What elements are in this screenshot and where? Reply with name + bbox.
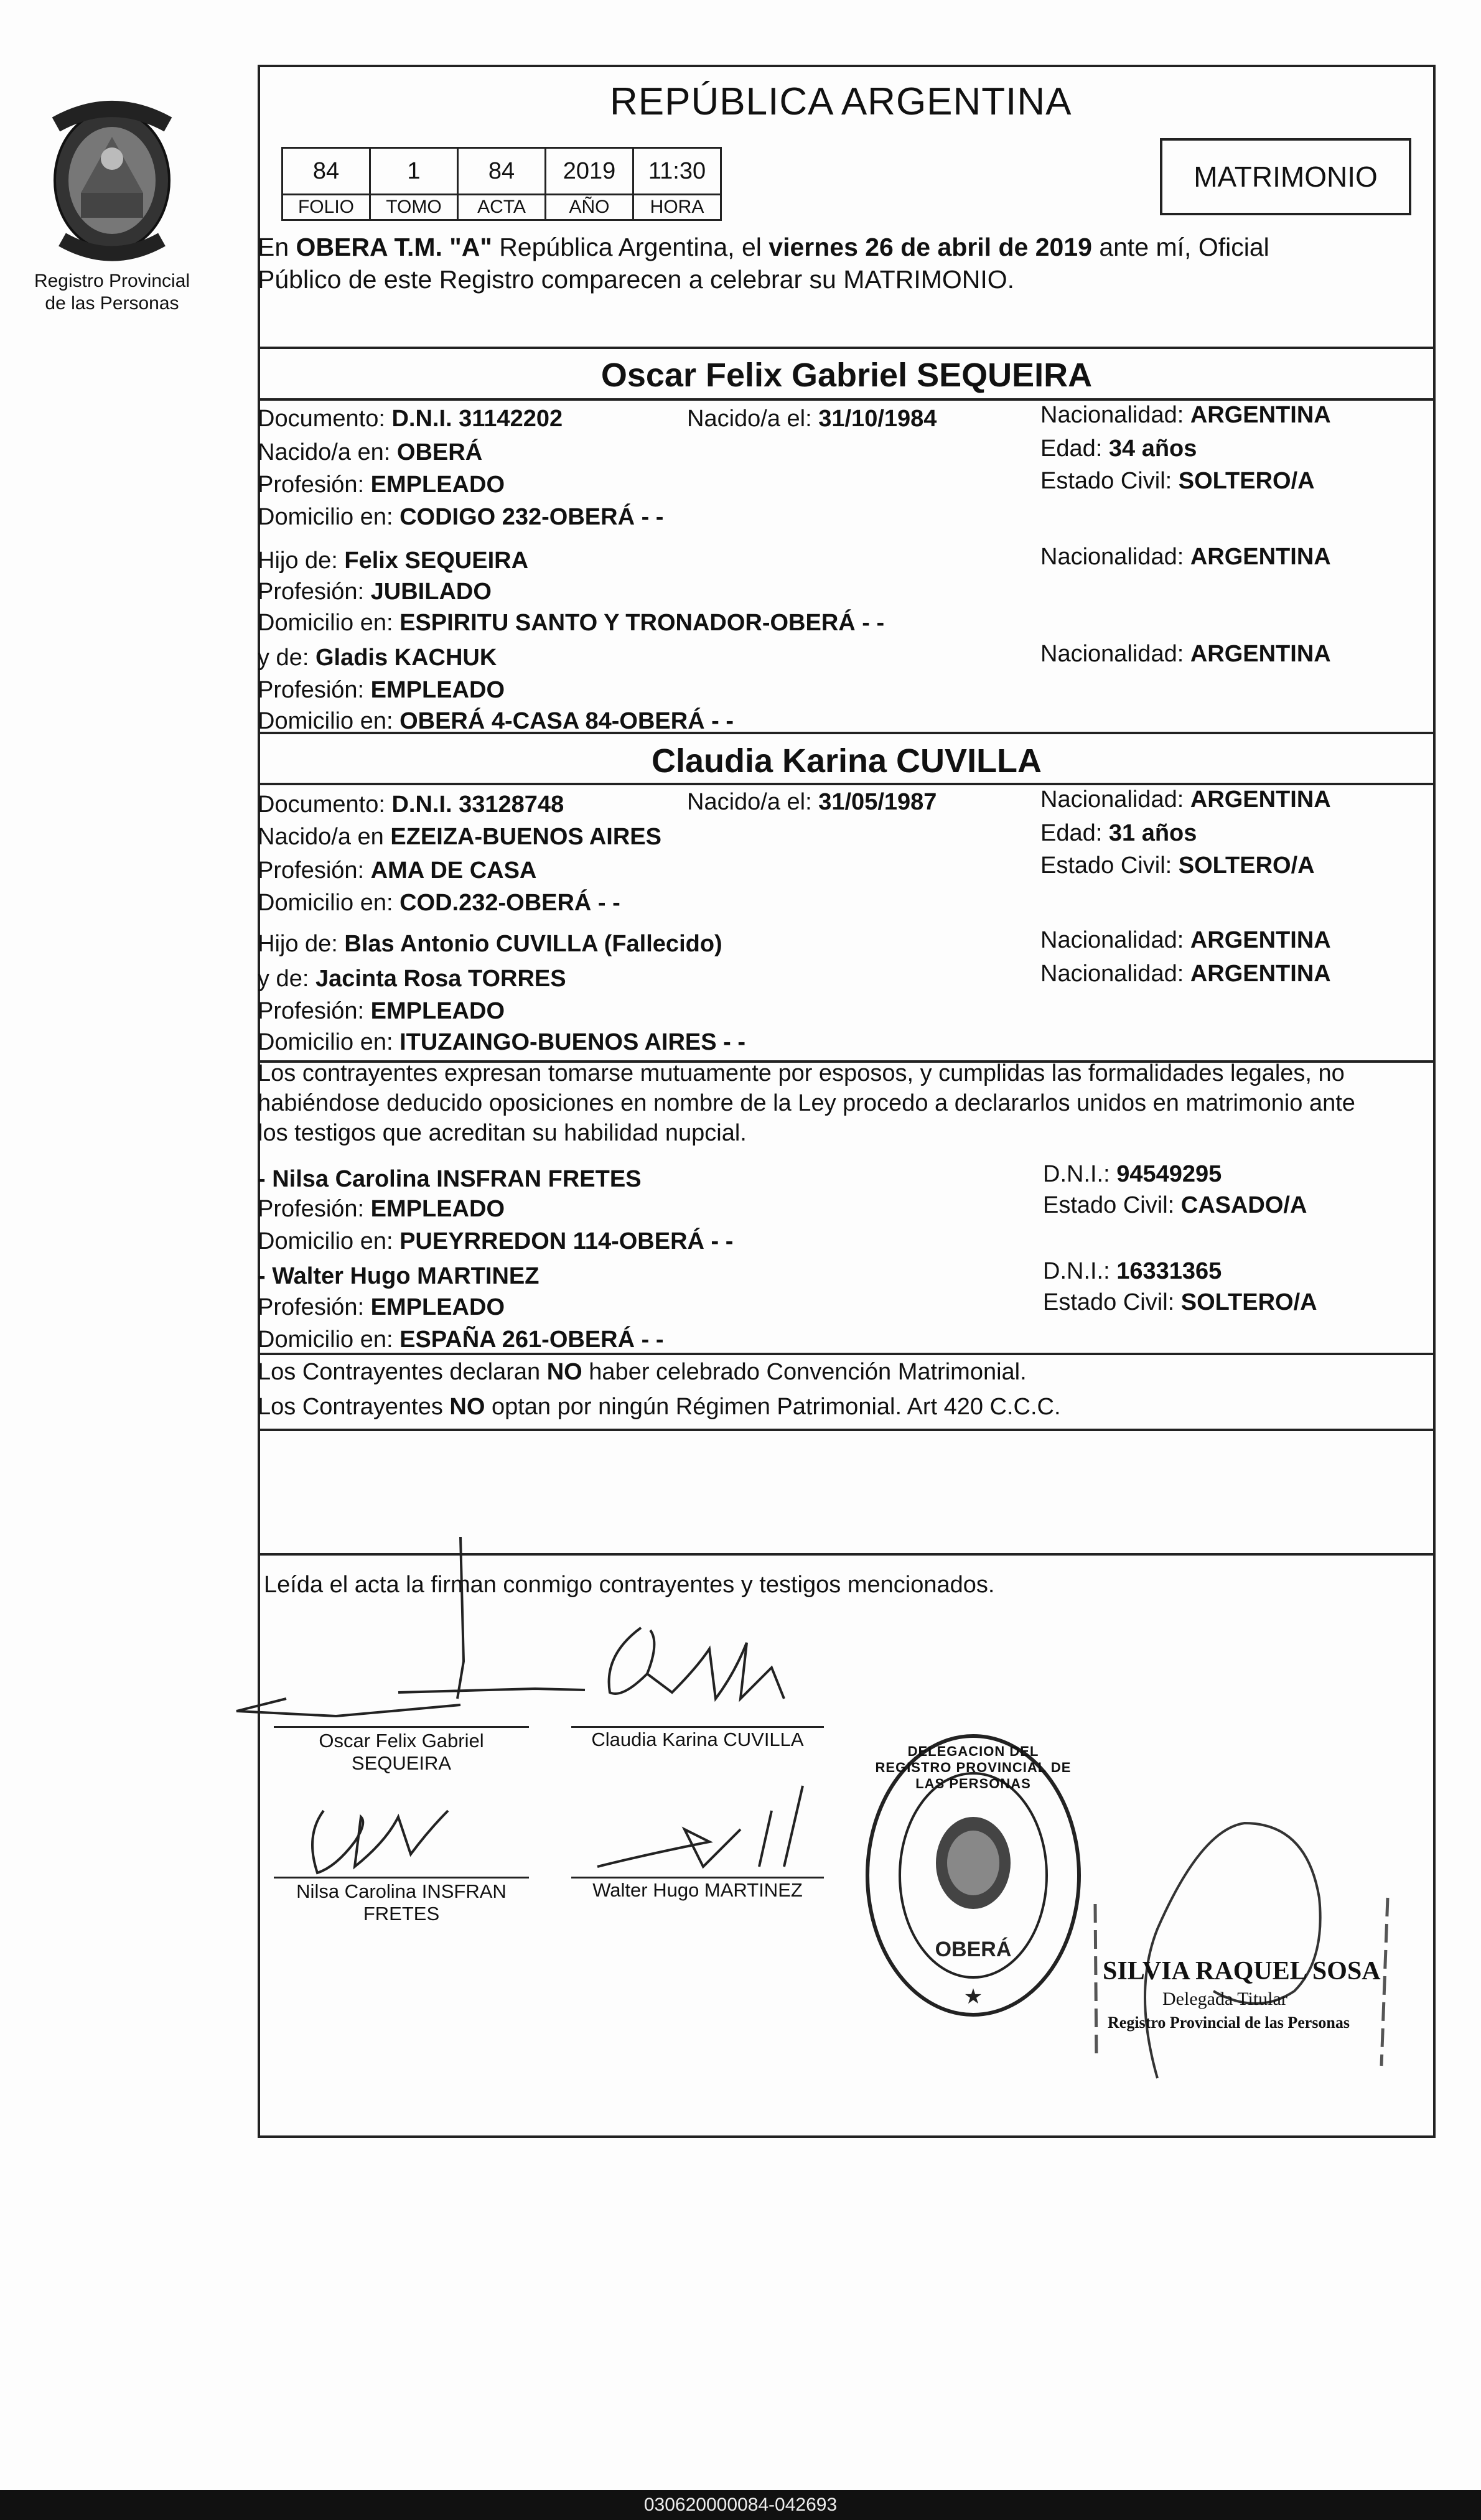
footer-code: 030620000084-042693 (0, 2490, 1481, 2520)
witness2-civil-status: Estado Civil: SOLTERO/A (1043, 1289, 1317, 1315)
official-name: SILVIA RAQUEL SOSA (1103, 1957, 1381, 1986)
groom-mother: y de: Gladis KACHUK (258, 645, 497, 671)
bride-mother: y de: Jacinta Rosa TORRES (258, 966, 566, 992)
anio-value: 2019 (546, 148, 633, 195)
record-type-box: MATRIMONIO (1160, 138, 1411, 215)
bride-signature-name: Claudia Karina CUVILLA (591, 1729, 804, 1750)
convention-line-1: Los Contrayentes declaran NO haber celebrado Convención Matrimonial. (258, 1359, 1027, 1385)
official-signature (1058, 1804, 1406, 2103)
divider (258, 783, 1436, 785)
folio-value: 84 (283, 148, 370, 195)
official-title: Delegada Titular (1162, 1989, 1287, 2009)
declaration-line-2: habiéndose deducido oposiciones en nombre de la Ley procedo a declararlos unidos en matrimonio ante (258, 1090, 1355, 1116)
groom-signature-name: Oscar Felix Gabriel SEQUEIRA (319, 1730, 484, 1774)
witness1-address: Domicilio en: PUEYRREDON 114-OBERÁ - - (258, 1228, 734, 1254)
witness1-name: - Nilsa Carolina INSFRAN FRETES (258, 1166, 642, 1192)
groom-civil-status: Estado Civil: SOLTERO/A (1040, 468, 1315, 494)
stamp-legend: DELEGACION DEL REGISTRO PROVINCIAL DE LAS PERSONAS (875, 1743, 1072, 1791)
intro-line-2: Público de este Registro comparecen a celebrar su MATRIMONIO. (258, 265, 1015, 294)
witness2-signature-name: Walter Hugo MARTINEZ (592, 1879, 803, 1901)
closing-statement: Leída el acta la firman conmigo contrayentes y testigos mencionados. (264, 1572, 995, 1598)
registry-emblem (37, 100, 187, 268)
handwritten-signatures (212, 1518, 896, 1916)
groom-father-profession: Profesión: JUBILADO (258, 579, 492, 605)
bride-birthplace: Nacido/a en EZEIZA-BUENOS AIRES (258, 824, 662, 850)
witness2-address: Domicilio en: ESPAÑA 261-OBERÁ - - (258, 1327, 664, 1353)
groom-mother-nationality: Nacionalidad: ARGENTINA (1040, 641, 1331, 667)
svg-text:★: ★ (963, 1985, 983, 2009)
official-organization: Registro Provincial de las Personas (1108, 2014, 1350, 2032)
folio-label: FOLIO (283, 195, 370, 220)
acta-label: ACTA (458, 195, 546, 220)
bride-civil-status: Estado Civil: SOLTERO/A (1040, 852, 1315, 879)
witness2-dni: D.N.I.: 16331365 (1043, 1258, 1222, 1284)
groom-birthplace: Nacido/a en: OBERÁ (258, 439, 483, 465)
bride-age: Edad: 31 años (1040, 820, 1197, 846)
divider (258, 398, 1436, 401)
convention-line-2: Los Contrayentes NO optan por ningún Régimen Patrimonial. Art 420 C.C.C. (258, 1394, 1061, 1420)
bride-father: Hijo de: Blas Antonio CUVILLA (Fallecido) (258, 931, 722, 957)
tomo-value: 1 (370, 148, 458, 195)
acta-value: 84 (458, 148, 546, 195)
witness2-name: - Walter Hugo MARTINEZ (258, 1263, 540, 1289)
bride-document: Documento: D.N.I. 33128748 (258, 791, 564, 818)
groom-age: Edad: 34 años (1040, 436, 1197, 462)
groom-father-nationality: Nacionalidad: ARGENTINA (1040, 544, 1331, 570)
hora-value: 11:30 (633, 148, 721, 195)
registry-caption: Registro Provincial de las Personas (34, 271, 190, 314)
groom-profession: Profesión: EMPLEADO (258, 472, 505, 498)
witness1-profession: Profesión: EMPLEADO (258, 1196, 505, 1222)
groom-document: Documento: D.N.I. 31142202 (258, 406, 563, 432)
witness1-dni: D.N.I.: 94549295 (1043, 1161, 1222, 1187)
hora-label: HORA (633, 195, 721, 220)
groom-nationality: Nacionalidad: ARGENTINA (1040, 402, 1331, 428)
groom-birth-date: Nacido/a el: 31/10/1984 (687, 406, 937, 432)
divider (258, 1353, 1436, 1355)
bride-name: Claudia Karina CUVILLA (651, 742, 1042, 780)
anio-label: AÑO (546, 195, 633, 220)
declaration-line-1: Los contrayentes expresan tomarse mutuamente por esposos, y cumplidas las formalidades legales, no (258, 1060, 1345, 1086)
bride-birth-date: Nacido/a el: 31/05/1987 (687, 789, 937, 815)
divider (258, 347, 1436, 349)
svg-text:OBERÁ: OBERÁ (935, 1938, 1012, 1961)
bride-nationality: Nacionalidad: ARGENTINA (1040, 786, 1331, 813)
bride-mother-nationality: Nacionalidad: ARGENTINA (1040, 961, 1331, 987)
divider (258, 1429, 1436, 1431)
witness1-civil-status: Estado Civil: CASADO/A (1043, 1192, 1307, 1218)
groom-father-address: Domicilio en: ESPIRITU SANTO Y TRONADOR-OBERÁ - - (258, 610, 885, 636)
witness2-profession: Profesión: EMPLEADO (258, 1294, 505, 1320)
groom-address: Domicilio en: CODIGO 232-OBERÁ - - (258, 504, 664, 530)
intro-line-1: En OBERA T.M. "A" República Argentina, el viernes 26 de abril de 2019 ante mí, Oficial (258, 233, 1269, 261)
bride-father-nationality: Nacionalidad: ARGENTINA (1040, 927, 1331, 953)
witness1-signature-name: Nilsa Carolina INSFRAN FRETES (296, 1880, 507, 1925)
groom-mother-profession: Profesión: EMPLEADO (258, 677, 505, 703)
groom-name: Oscar Felix Gabriel SEQUEIRA (600, 357, 1093, 394)
bride-mother-address: Domicilio en: ITUZAINGO-BUENOS AIRES - - (258, 1029, 745, 1055)
divider (258, 732, 1436, 734)
bride-mother-profession: Profesión: EMPLEADO (258, 998, 505, 1024)
declaration-line-3: los testigos que acreditan su habilidad nupcial. (258, 1120, 747, 1146)
tomo-label: TOMO (370, 195, 458, 220)
page-title: REPÚBLICA ARGENTINA (610, 80, 1072, 123)
record-table (281, 147, 722, 221)
groom-father: Hijo de: Felix SEQUEIRA (258, 548, 529, 574)
groom-mother-address: Domicilio en: OBERÁ 4-CASA 84-OBERÁ - - (258, 708, 734, 734)
bride-profession: Profesión: AMA DE CASA (258, 857, 537, 884)
bride-address: Domicilio en: COD.232-OBERÁ - - (258, 890, 620, 916)
